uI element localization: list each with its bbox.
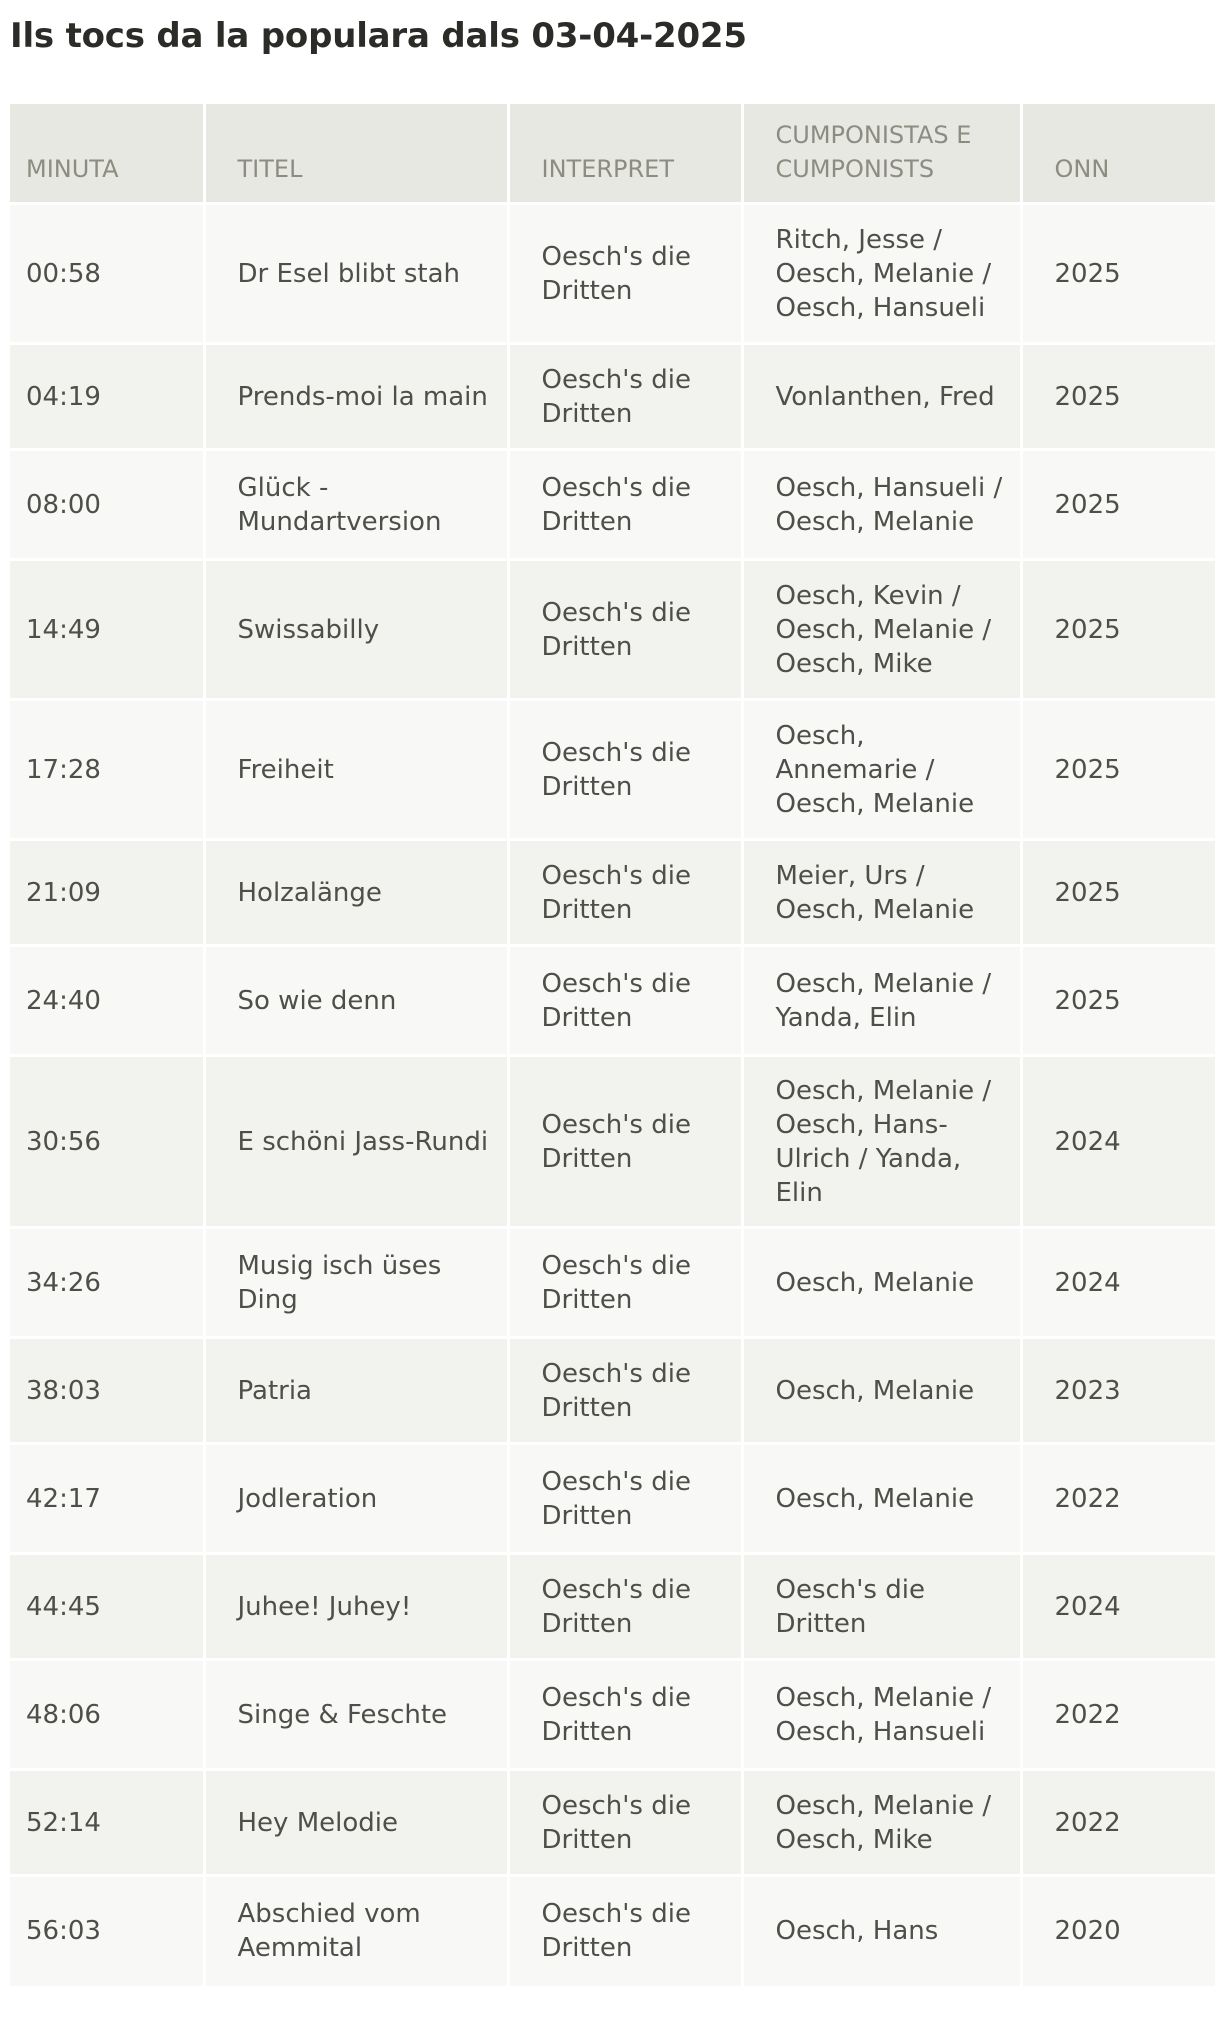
column-header-interpret: INTERPRET — [508, 104, 742, 204]
cell-title: Singe & Feschte — [204, 1660, 508, 1770]
table-row — [10, 204, 1215, 344]
cell-title: Abschied vom Aemmital — [204, 1876, 508, 1986]
table-row — [10, 946, 1215, 1056]
cell-title: Patria — [204, 1338, 508, 1444]
cell-interpret: Oesch's die Dritten — [508, 1554, 742, 1660]
cell-interpret: Oesch's die Dritten — [508, 840, 742, 946]
cell-composers: Oesch, Melanie — [742, 1444, 1021, 1554]
cell-year: 2022 — [1021, 1770, 1215, 1876]
page-title: Ils tocs da la populara dals 03-04-2025 — [10, 16, 747, 56]
table-row — [10, 1660, 1215, 1770]
table-row — [10, 840, 1215, 946]
cell-year: 2020 — [1021, 1876, 1215, 1986]
table-header — [10, 104, 1215, 204]
cell-year: 2024 — [1021, 1228, 1215, 1338]
cell-minute: 38:03 — [10, 1338, 204, 1444]
cell-title: Juhee! Juhey! — [204, 1554, 508, 1660]
cell-composers: Oesch, Melanie — [742, 1228, 1021, 1338]
cell-composers: Oesch, Melanie / Oesch, Hansueli — [742, 1660, 1021, 1770]
cell-year: 2022 — [1021, 1444, 1215, 1554]
column-header-title: TITEL — [204, 104, 508, 204]
cell-composers: Oesch, Melanie — [742, 1338, 1021, 1444]
cell-minute: 08:00 — [10, 450, 204, 560]
cell-year: 2025 — [1021, 560, 1215, 700]
cell-year: 2024 — [1021, 1056, 1215, 1228]
cell-composers: Oesch, Melanie / Oesch, Mike — [742, 1770, 1021, 1876]
cell-year: 2023 — [1021, 1338, 1215, 1444]
cell-year: 2025 — [1021, 700, 1215, 840]
cell-composers: Oesch, Annemarie / Oesch, Melanie — [742, 700, 1021, 840]
cell-minute: 21:09 — [10, 840, 204, 946]
cell-composers: Oesch, Melanie / Oesch, Hans-Ulrich / Yanda, Elin — [742, 1056, 1021, 1228]
cell-title: Jodleration — [204, 1444, 508, 1554]
cell-minute: 00:58 — [10, 204, 204, 344]
cell-minute: 04:19 — [10, 344, 204, 450]
cell-title: So wie denn — [204, 946, 508, 1056]
cell-year: 2024 — [1021, 1554, 1215, 1660]
cell-composers: Oesch, Melanie / Yanda, Elin — [742, 946, 1021, 1056]
cell-composers: Vonlanthen, Fred — [742, 344, 1021, 450]
cell-year: 2022 — [1021, 1660, 1215, 1770]
cell-interpret: Oesch's die Dritten — [508, 1876, 742, 1986]
cell-title: E schöni Jass-Rundi — [204, 1056, 508, 1228]
cell-title: Musig isch üses Ding — [204, 1228, 508, 1338]
cell-composers: Oesch, Hans — [742, 1876, 1021, 1986]
table-row — [10, 1554, 1215, 1660]
cell-interpret: Oesch's die Dritten — [508, 1228, 742, 1338]
cell-composers: Meier, Urs / Oesch, Melanie — [742, 840, 1021, 946]
cell-year: 2025 — [1021, 204, 1215, 344]
column-header-year: ONN — [1021, 104, 1215, 204]
cell-interpret: Oesch's die Dritten — [508, 700, 742, 840]
cell-minute: 52:14 — [10, 1770, 204, 1876]
cell-interpret: Oesch's die Dritten — [508, 1770, 742, 1876]
cell-title: Prends-moi la main — [204, 344, 508, 450]
playlist-table — [10, 104, 1215, 1986]
cell-minute: 42:17 — [10, 1444, 204, 1554]
cell-year: 2025 — [1021, 840, 1215, 946]
table-row — [10, 700, 1215, 840]
table-row — [10, 450, 1215, 560]
cell-composers: Oesch's die Dritten — [742, 1554, 1021, 1660]
cell-minute: 17:28 — [10, 700, 204, 840]
cell-composers: Oesch, Hansueli / Oesch, Melanie — [742, 450, 1021, 560]
cell-interpret: Oesch's die Dritten — [508, 946, 742, 1056]
cell-year: 2025 — [1021, 946, 1215, 1056]
cell-interpret: Oesch's die Dritten — [508, 1660, 742, 1770]
column-header-composers: CUMPONISTAS E CUMPONISTS — [742, 104, 1021, 204]
cell-interpret: Oesch's die Dritten — [508, 1444, 742, 1554]
table-row — [10, 1056, 1215, 1228]
table-row — [10, 1338, 1215, 1444]
cell-minute: 24:40 — [10, 946, 204, 1056]
cell-title: Swissabilly — [204, 560, 508, 700]
table-row — [10, 1876, 1215, 1986]
cell-composers: Ritch, Jesse / Oesch, Melanie / Oesch, Hansueli — [742, 204, 1021, 344]
cell-minute: 14:49 — [10, 560, 204, 700]
cell-composers: Oesch, Kevin / Oesch, Melanie / Oesch, Mike — [742, 560, 1021, 700]
cell-minute: 44:45 — [10, 1554, 204, 1660]
cell-title: Holzalänge — [204, 840, 508, 946]
cell-minute: 34:26 — [10, 1228, 204, 1338]
table-row — [10, 1770, 1215, 1876]
cell-minute: 56:03 — [10, 1876, 204, 1986]
cell-minute: 48:06 — [10, 1660, 204, 1770]
column-header-minute: MINUTA — [10, 104, 204, 204]
cell-interpret: Oesch's die Dritten — [508, 1338, 742, 1444]
cell-title: Hey Melodie — [204, 1770, 508, 1876]
header-row — [10, 104, 1215, 204]
cell-year: 2025 — [1021, 344, 1215, 450]
cell-title: Dr Esel blibt stah — [204, 204, 508, 344]
cell-year: 2025 — [1021, 450, 1215, 560]
cell-minute: 30:56 — [10, 1056, 204, 1228]
cell-interpret: Oesch's die Dritten — [508, 344, 742, 450]
table-row — [10, 1444, 1215, 1554]
cell-title: Freiheit — [204, 700, 508, 840]
cell-title: Glück - Mundartversion — [204, 450, 508, 560]
table-row — [10, 560, 1215, 700]
table-row — [10, 1228, 1215, 1338]
cell-interpret: Oesch's die Dritten — [508, 560, 742, 700]
cell-interpret: Oesch's die Dritten — [508, 450, 742, 560]
cell-interpret: Oesch's die Dritten — [508, 1056, 742, 1228]
table-row — [10, 344, 1215, 450]
table-body — [10, 204, 1215, 1986]
cell-interpret: Oesch's die Dritten — [508, 204, 742, 344]
